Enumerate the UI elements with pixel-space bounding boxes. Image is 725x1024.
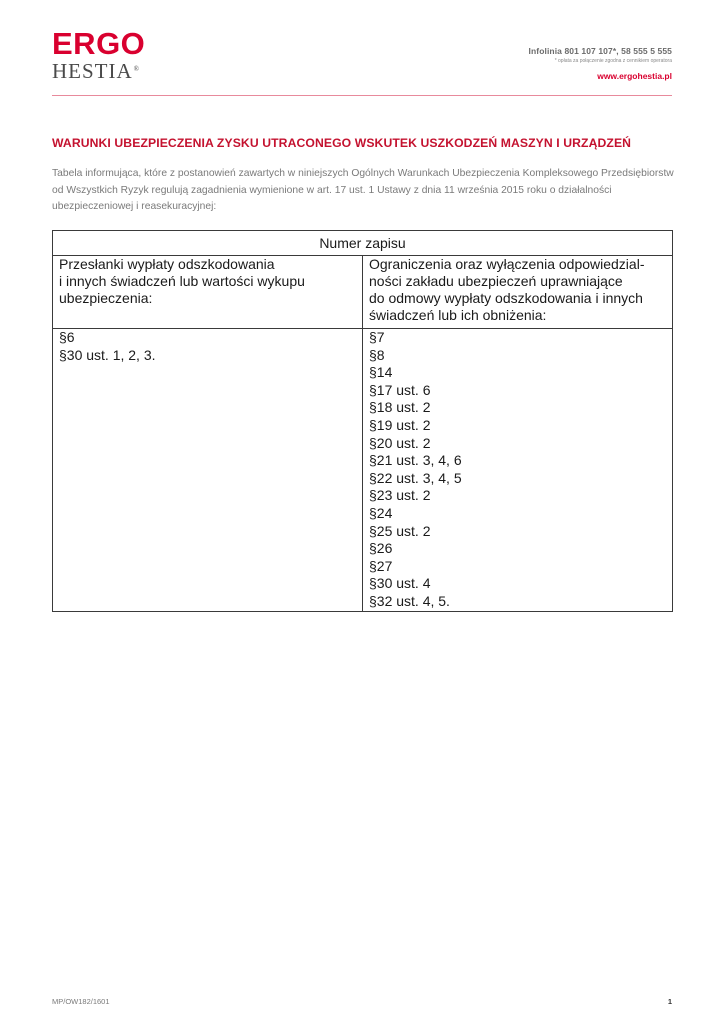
infolinia-text: Infolinia 801 107 107*, 58 555 5 555: [528, 46, 672, 56]
table-header-cell: Numer zapisu: [53, 231, 673, 256]
reference-item: §30 ust. 1, 2, 3.: [59, 346, 156, 363]
reference-item: §8: [369, 346, 385, 363]
registered-mark: ®: [133, 65, 140, 73]
col2-title-line: Ograniczenia oraz wyłączenia odpowiedzial-: [369, 256, 645, 272]
reference-item: §26: [369, 540, 393, 557]
reference-item: §25 ust. 2: [369, 522, 431, 539]
col2-title-line: do odmowy wypłaty odszkodowania i innych: [369, 290, 643, 306]
reference-item: §14: [369, 364, 393, 381]
ergo-hestia-logo: [52, 26, 146, 83]
col2-title: [363, 256, 673, 329]
col1-references: [53, 329, 363, 612]
table-header-row: [53, 231, 673, 256]
reference-item: §23 ust. 2: [369, 487, 431, 504]
reference-item: §30 ust. 4: [369, 575, 431, 592]
intro-paragraph: Tabela informująca, które z postanowień zawartych w niniejszych Ogólnych Warunkach Ubezpieczenia Kompleksowego Przedsiębiorstw od Wszystkich Ryzyk regulują zagadnienia wymienione w art. 17 ust. 1 Ustawy z dnia 11 września 2015 roku o działalności ubezpieczeniowej i reasekuracyjnej:: [52, 168, 674, 212]
col1-title-line: i innych świadczeń lub wartości wykupu: [59, 273, 305, 289]
col2-references: [363, 329, 673, 612]
document-title: WARUNKI UBEZPIECZENIA ZYSKU UTRACONEGO WSKUTEK USZKODZEŃ MASZYN I URZĄDZEŃ: [52, 136, 632, 150]
col1-title: [53, 256, 363, 329]
header-divider: [52, 95, 672, 96]
logo-ergo-text: ERGO: [52, 26, 146, 61]
website-link[interactable]: www.ergohestia.pl: [597, 71, 672, 81]
call-cost-note: * opłata za połączenie zgodna z cennikiem operatora: [554, 58, 672, 64]
reference-item: §20 ust. 2: [369, 434, 431, 451]
reference-item: §27: [369, 557, 393, 574]
reference-item: §17 ust. 6: [369, 381, 431, 398]
contact-info: [529, 46, 672, 81]
page-number: 1: [667, 997, 672, 1006]
references-row: [53, 329, 673, 612]
col1-title-line: ubezpieczenia:: [59, 290, 153, 306]
reference-item: §21 ust. 3, 4, 6: [369, 452, 462, 469]
reference-item: §24: [369, 504, 393, 521]
col2-title-line: ności zakładu ubezpieczeń uprawniające: [369, 273, 623, 289]
col1-title-line: Przesłanki wypłaty odszkodowania: [59, 256, 275, 272]
logo-hestia-text: HESTIA®: [52, 59, 140, 83]
reference-item: §22 ust. 3, 4, 5: [369, 469, 462, 486]
reference-item: §6: [59, 329, 75, 345]
reference-item: §19 ust. 2: [369, 416, 431, 433]
provisions-table: [52, 230, 673, 612]
col2-title-line: świadczeń lub ich obniżenia:: [369, 307, 547, 323]
reference-item: §18 ust. 2: [369, 399, 431, 416]
reference-item: §7: [369, 329, 385, 345]
document-code: MP/OW182/1601: [52, 997, 110, 1006]
column-titles-row: [53, 256, 673, 329]
reference-item: §32 ust. 4, 5.: [369, 592, 450, 609]
